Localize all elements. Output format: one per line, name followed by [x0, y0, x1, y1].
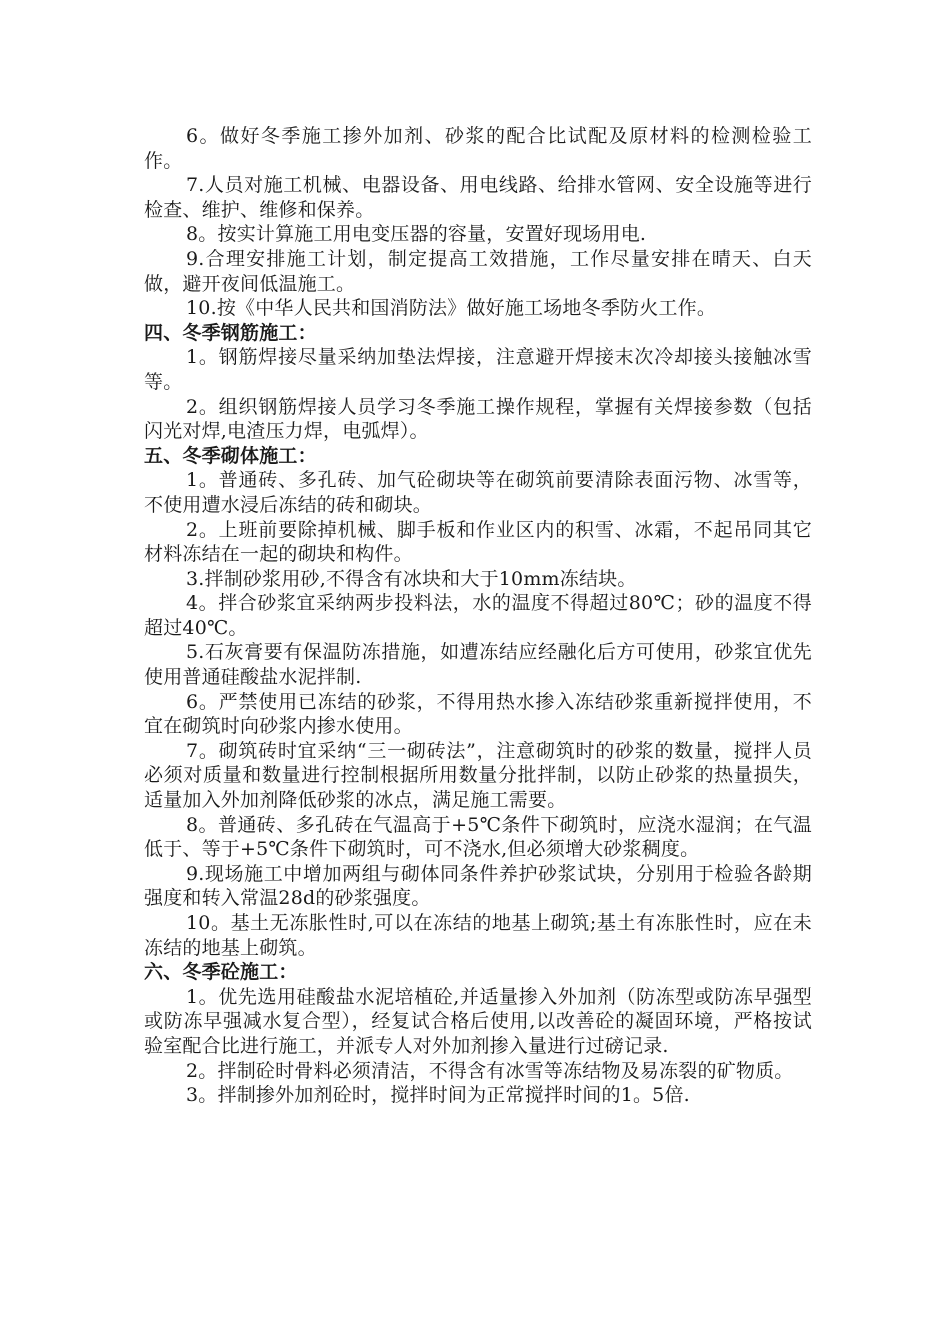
masonry-paragraph-3: 3.拌制砂浆用砂,不得含有冰块和大于10mm冻结块。: [186, 567, 637, 590]
concrete-paragraph-1: 1。优先选用硅酸盐水泥培植砼,并适量掺入外加剂（防冻型或防冻早强型或防冻早强减水复合型），经复试合格后使用,以改善砼的凝固环境，严格按试验室配合比进行施工，并派专人对外加剂掺入量进行过磅记录.: [144, 985, 812, 1057]
rebar-paragraph-1: 1。钢筋焊接尽量采纳加垫法焊接，注意避开焊接末次冷却接头接触冰雪等。: [144, 346, 812, 393]
masonry-paragraph-7: 7。砌筑砖时宜采纳“三一砌砖法”，注意砌筑时的砂浆的数量，搅拌人员必须对质量和数量进行控制根据所用数量分批拌制，以防止砂浆的热量损失，适量加入外加剂降低砂浆的冰点，满足施工需要。: [144, 739, 812, 812]
paragraph-7: 7.人员对施工机械、电器设备、用电线路、给排水管网、安全设施等进行检查、维护、维修和保养。: [144, 174, 812, 221]
section-heading-rebar: 四、冬季钢筋施工：: [144, 321, 317, 344]
document-page: [144, 124, 812, 1108]
masonry-paragraph-2: 2。上班前要除掉机械、脚手板和作业区内的积雪、冰霜，不起吊同其它材料冻结在一起的砌块和构件。: [144, 518, 812, 566]
masonry-paragraph-6: 6。严禁使用已冻结的砂浆，不得用热水掺入冻结砂浆重新搅拌使用，不宜在砌筑时向砂浆内掺水使用。: [144, 690, 812, 738]
masonry-paragraph-10: 10。基土无冻胀性时,可以在冻结的地基上砌筑;基土有冻胀性时，应在未冻结的地基上砌筑。: [144, 912, 812, 959]
paragraph-9: 9.合理安排施工计划，制定提高工效措施，工作尽量安排在晴天、白天做，避开夜间低温施工。: [144, 247, 812, 295]
masonry-paragraph-8: 8。普通砖、多孔砖在气温高于+5℃条件下砌筑时，应浇水湿润；在气温低于、等于+5℃条件下砌筑时，可不浇水,但必须增大砂浆稠度。: [144, 813, 812, 861]
section-heading-masonry: 五、冬季砌体施工：: [144, 444, 317, 467]
paragraph-8: 8。按实计算施工用电变压器的容量，安置好现场用电.: [186, 223, 647, 246]
masonry-paragraph-1: 1。普通砖、多孔砖、加气砼砌块等在砌筑前要清除表面污物、冰雪等，不使用遭水浸后冻结的砖和砌块。: [144, 469, 812, 516]
masonry-paragraph-4: 4。拌合砂浆宜采纳两步投料法，水的温度不得超过80℃；砂的温度不得超过40℃。: [144, 592, 812, 639]
concrete-paragraph-2: 2。拌制砼时骨料必须清洁，不得含有冰雪等冻结物及易冻裂的矿物质。: [186, 1059, 794, 1082]
masonry-paragraph-5: 5.石灰膏要有保温防冻措施，如遭冻结应经融化后方可使用，砂浆宜优先使用普通硅酸盐水泥拌制.: [144, 641, 812, 689]
section-heading-concrete: 六、冬季砼施工：: [144, 961, 298, 984]
rebar-paragraph-2: 2。组织钢筋焊接人员学习冬季施工操作规程，掌握有关焊接参数（包括闪光对焊,电渣压力焊，电弧焊）。: [144, 395, 812, 443]
paragraph-10: 10.按《中华人民共和国消防法》做好施工场地冬季防火工作。: [186, 297, 717, 320]
paragraph-6: 6。做好冬季施工掺外加剂、砂浆的配合比试配及原材料的检测检验工作。: [144, 125, 812, 172]
masonry-paragraph-9: 9.现场施工中增加两组与砌体同条件养护砂浆试块，分别用于检验各龄期强度和转入常温28d的砂浆强度。: [144, 862, 812, 910]
concrete-paragraph-3: 3。拌制掺外加剂砼时，搅拌时间为正常搅拌时间的1。5倍.: [186, 1084, 690, 1107]
